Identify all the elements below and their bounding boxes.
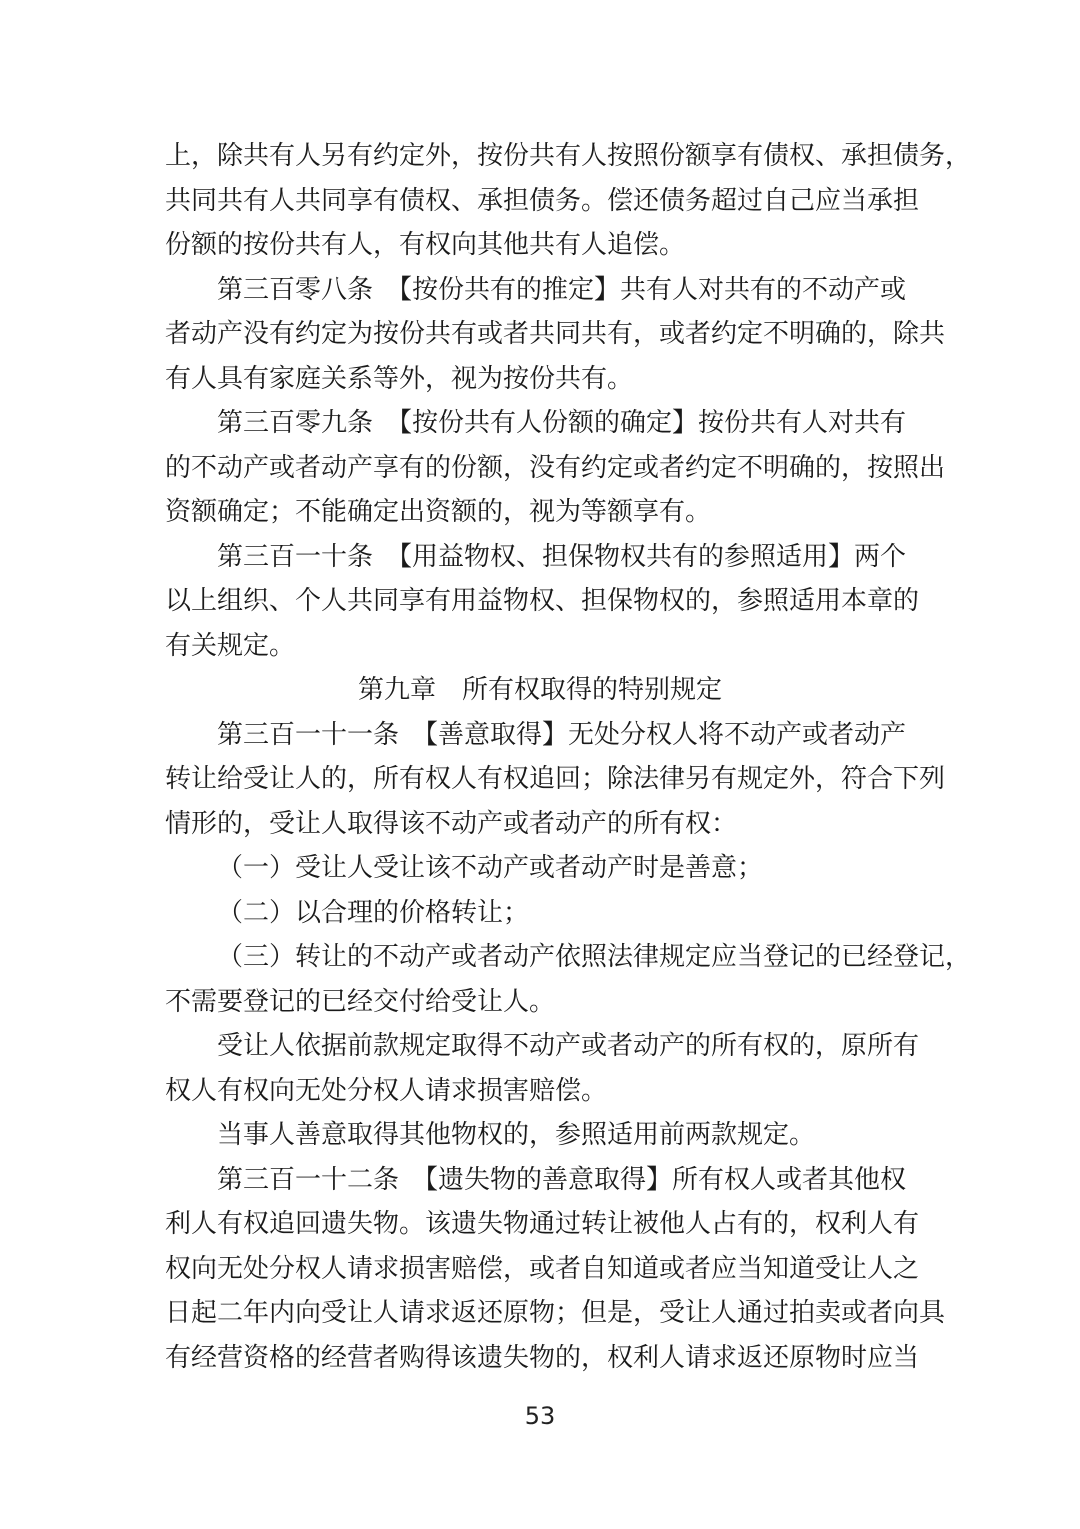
page-number: 53 bbox=[524, 1402, 556, 1430]
chapter-heading: 第九章 所有权取得的特别规定 bbox=[357, 675, 722, 705]
text-line: 权向无处分权人请求损害赔偿，或者自知道或者应当知道受让人之 bbox=[165, 1253, 920, 1284]
text-line: 有经营资格的经营者购得该遗失物的，权利人请求返还原物时应当 bbox=[165, 1342, 920, 1373]
text-line: 份额的按份共有人，有权向其他共有人追偿。 bbox=[165, 230, 686, 260]
text-line: 有关规定。 bbox=[165, 630, 296, 661]
text-line: 的不动产或者动产享有的份额，没有约定或者约定不明确的，按照出 bbox=[165, 452, 946, 483]
text-line: 第三百零九条 【按份共有人份额的确定】按份共有人对共有 bbox=[217, 408, 907, 438]
text-line: 转让给受让人的，所有权人有权追回；除法律另有规定外，符合下列 bbox=[165, 764, 946, 794]
text-line: 第三百一十一条 【善意取得】无处分权人将不动产或者动产 bbox=[217, 719, 907, 750]
text-line: 利人有权追回遗失物。该遗失物通过转让被他人占有的，权利人有 bbox=[165, 1209, 920, 1239]
text-line: 以上组织、个人共同享有用益物权、担保物权的，参照适用本章的 bbox=[165, 586, 920, 616]
text-line: （二）以合理的价格转让； bbox=[217, 897, 530, 928]
text-line: 共同共有人共同享有债权、承担债务。偿还债务超过自己应当承担 bbox=[165, 185, 920, 216]
text-line: 不需要登记的已经交付给受让人。 bbox=[165, 986, 556, 1017]
text-line: 日起二年内向受让人请求返还原物；但是，受让人通过拍卖或者向具 bbox=[165, 1298, 946, 1328]
text-line: 当事人善意取得其他物权的，参照适用前两款规定。 bbox=[217, 1120, 816, 1150]
text-line: 资额确定；不能确定出资额的，视为等额享有。 bbox=[165, 497, 712, 527]
text-line: 上，除共有人另有约定外，按份共有人按照份额享有债权、承担债务， bbox=[165, 141, 972, 171]
text-line: 受让人依据前款规定取得不动产或者动产的所有权的，原所有 bbox=[217, 1031, 920, 1061]
text-line: （三）转让的不动产或者动产依照法律规定应当登记的已经登记， bbox=[217, 942, 972, 972]
text-line: 权人有权向无处分权人请求损害赔偿。 bbox=[165, 1075, 608, 1106]
body-text bbox=[165, 134, 972, 1380]
text-line: 第三百零八条 【按份共有的推定】共有人对共有的不动产或 bbox=[217, 274, 907, 305]
text-line: 者动产没有约定为按份共有或者共同共有，或者约定不明确的，除共 bbox=[165, 319, 946, 349]
text-line: 第三百一十二条 【遗失物的善意取得】所有权人或者其他权 bbox=[217, 1164, 907, 1195]
text-line: 情形的，受让人取得该不动产或者动产的所有权： bbox=[165, 808, 738, 839]
text-line: 有人具有家庭关系等外，视为按份共有。 bbox=[165, 363, 634, 394]
text-line: 第三百一十条 【用益物权、担保物权共有的参照适用】两个 bbox=[217, 541, 907, 572]
text-line: （一）受让人受让该不动产或者动产时是善意； bbox=[217, 853, 764, 883]
